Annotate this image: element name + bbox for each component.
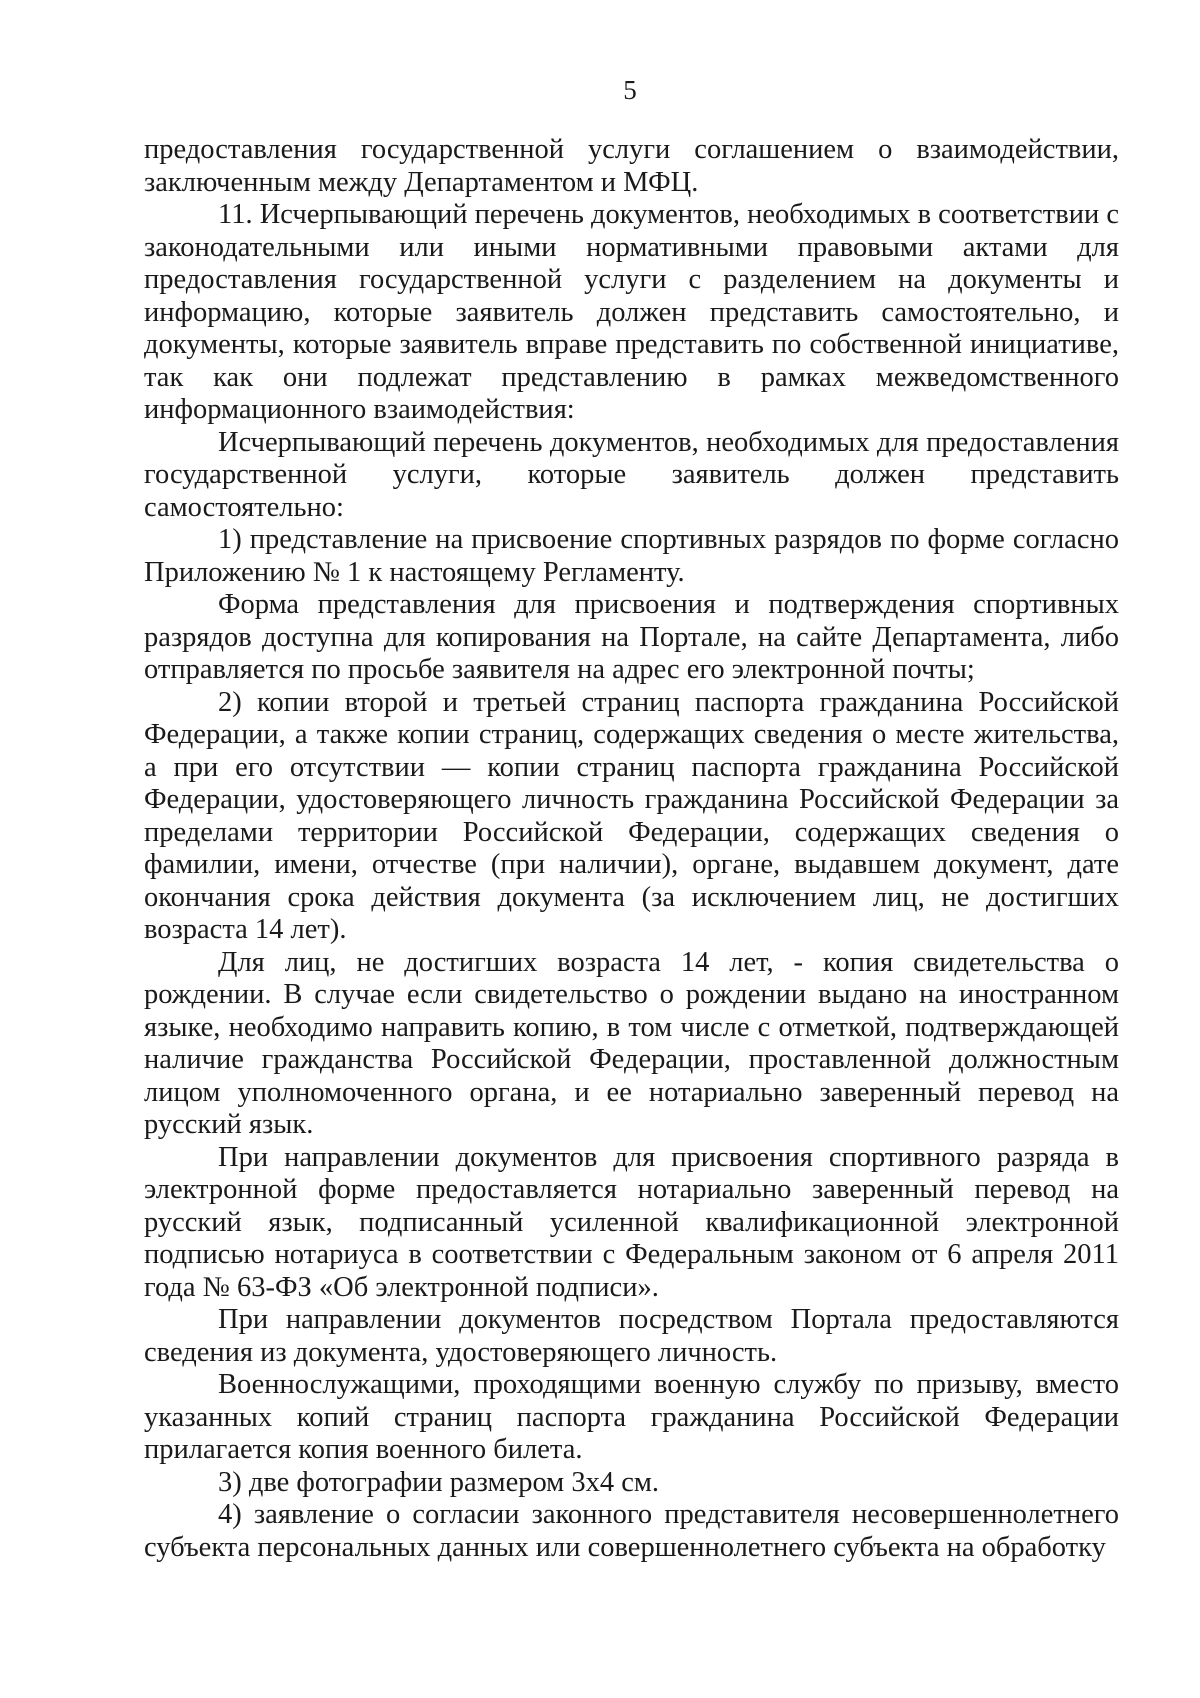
paragraph-continuation: предоставления государственной услуги соглашением о взаимодействии, заключенным между Департаментом и МФЦ. [144, 134, 1119, 198]
paragraph-form-availability: Форма представления для присвоения и подтверждения спортивных разрядов доступна для копирования на Портале, на сайте Департамента, либо отправляется по просьбе заявителя на адрес его электронной почты; [144, 589, 1119, 685]
paragraph-item-1: 1) представление на присвоение спортивных разрядов по форме согласно Приложению № 1 к настоящему Регламенту. [144, 524, 1119, 588]
paragraph-military: Военнослужащими, проходящими военную службу по призыву, вместо указанных копий страниц паспорта гражданина Российской Федерации прилагается копия военного билета. [144, 1369, 1119, 1465]
paragraph-item-3: 3) две фотографии размером 3х4 см. [218, 1466, 660, 1498]
page-number: 5 [623, 75, 637, 105]
paragraph-item-4: 4) заявление о согласии законного представителя несовершеннолетнего субъекта персональных данных или совершеннолетнего субъекта на обработку [144, 1499, 1119, 1563]
paragraph-portal-submission: При направлении документов посредством Портала предоставляются сведения из документа, удостоверяющего личность. [144, 1304, 1119, 1368]
document-body [144, 134, 1119, 1564]
paragraph-item-11: 11. Исчерпывающий перечень документов, необходимых в соответствии с законодательными или иными нормативными правовыми актами для предоставления государственной услуги с разделением на документы и информацию, которые заявитель должен представить самостоятельно, и документы, которые заявитель вправе представить по собственной инициативе, так как они подлежат представлению в рамках межведомственного информационного взаимодействия: [144, 199, 1119, 425]
paragraph-under-14: Для лиц, не достигших возраста 14 лет, - копия свидетельства о рождении. В случае если свидетельство о рождении выдано на иностранном языке, необходимо направить копию, в том числе с отметкой, подтверждающей наличие гражданства Российской Федерации, проставленной должностным лицом уполномоченного органа, и ее нотариально заверенный перевод на русский язык. [144, 946, 1119, 1140]
paragraph-exhaustive-list-intro: Исчерпывающий перечень документов, необходимых для предоставления государственной услуги, которые заявитель должен представить самостоятельно: [144, 426, 1119, 523]
paragraph-electronic-submission: При направлении документов для присвоения спортивного разряда в электронной форме предоставляется нотариально заверенный перевод на русский язык, подписанный усиленной квалификационной электронной подписью нотариуса в соответствии с Федеральным законом от 6 апреля 2011 года № 63-ФЗ «Об электронной подписи». [144, 1141, 1119, 1303]
paragraph-item-2: 2) копии второй и третьей страниц паспорта гражданина Российской Федерации, а также копии страниц, содержащих сведения о месте жительства, а при его отсутствии — копии страниц паспорта гражданина Российской Федерации, удостоверяющего личность гражданина Российской Федерации за пределами территории Российской Федерации, содержащих сведения о фамилии, имени, отчестве (при наличии), органе, выдавшем документ, дате окончания срока действия документа (за исключением лиц, не достигших возраста 14 лет). [144, 686, 1119, 945]
